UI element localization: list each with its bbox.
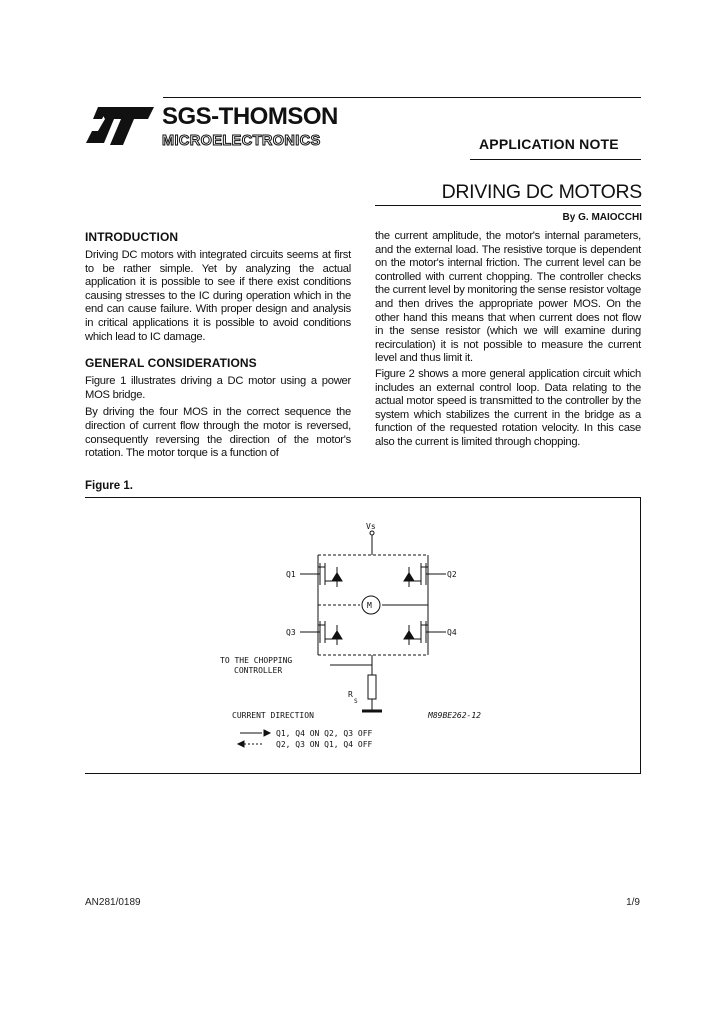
intro-text: Driving DC motors with integrated circuits seems at first to be rather simple. Yet by analyzing the actual application it is possible to see if there exist conditions causing stresses to the IC during operation which in the end can cause failure. With proper design and analysis in critical applications it is possible to avoid conditions which lead to IC damage. bbox=[85, 249, 351, 343]
right-text-2: Figure 2 shows a more general application circuit which includes an external control loop. Data relating to the actual motor speed is transmitted to the controller by the system which stabilizes the current in the bridge as a function of the requested rotation velocity. In this case also the current is limited through chopping. bbox=[375, 367, 641, 448]
company-division: MICROELECTRONICS bbox=[162, 133, 321, 149]
figure-top-rule bbox=[85, 497, 641, 498]
figure-label: Figure 1. bbox=[85, 480, 133, 492]
page-number: 1/9 bbox=[626, 897, 640, 908]
right-column bbox=[375, 230, 641, 454]
figure-code: M89BE262-12 bbox=[428, 711, 481, 720]
page-title: DRIVING DC MOTORS bbox=[441, 181, 642, 203]
current-direction-label: CURRENT DIRECTION bbox=[232, 711, 314, 720]
general-paragraphs bbox=[85, 375, 351, 461]
controller-label-line2: CONTROLLER bbox=[234, 666, 283, 675]
q2-label: Q2 bbox=[447, 570, 457, 579]
left-column bbox=[85, 230, 351, 465]
q1-label: Q1 bbox=[286, 570, 296, 579]
q4-label: Q4 bbox=[447, 628, 457, 637]
rs-subscript: S bbox=[354, 698, 358, 705]
company-name: SGS-THOMSON bbox=[162, 103, 338, 130]
vs-label: Vs bbox=[366, 522, 376, 531]
q3-label: Q3 bbox=[286, 628, 296, 637]
general-text-2: By driving the four MOS in the correct sequence the direction of current flow through the motor is reversed, consequently reversing the direction of the motor's rotation. The motor torque is a function of bbox=[85, 406, 351, 460]
general-text-1: Figure 1 illustrates driving a DC motor using a power MOS bridge. bbox=[85, 375, 351, 401]
figure-right-rule bbox=[640, 497, 641, 773]
h-bridge-circuit-diagram bbox=[200, 515, 530, 750]
author-byline: By G. MAIOCCHI bbox=[562, 212, 642, 223]
controller-label-line1: TO THE CHOPPING bbox=[220, 656, 293, 665]
document-type: APPLICATION NOTE bbox=[479, 136, 619, 152]
section-heading-general: GENERAL CONSIDERATIONS bbox=[85, 356, 257, 371]
figure-bottom-rule bbox=[85, 773, 641, 774]
intro-paragraph bbox=[85, 249, 351, 344]
motor-label: M bbox=[367, 601, 372, 610]
header-bottom-rule bbox=[470, 159, 641, 160]
title-rule bbox=[375, 205, 641, 206]
rs-label: R bbox=[348, 690, 353, 699]
section-heading-introduction: INTRODUCTION bbox=[85, 230, 179, 244]
st-logo-icon bbox=[84, 103, 156, 148]
header-top-rule bbox=[163, 97, 641, 98]
document-id: AN281/0189 bbox=[85, 897, 141, 908]
legend-row-1-state: Q1, Q4 ON Q2, Q3 OFF bbox=[276, 729, 373, 738]
right-text-1: the current amplitude, the motor's internal parameters, and the external load. The resistive torque is dependent on the motor's internal friction. The current level can be controlled with current chopping. The controller checks the current level by monitoring the sense resistor voltage and then drives the appropriate power MOS. On the other hand this means that when current does not flow in the sense resistor (which we will examine during recirculation) it is not possible to measure the current level and thus limit it. bbox=[375, 230, 641, 365]
legend-row-2-state: Q2, Q3 ON Q1, Q4 OFF bbox=[276, 740, 373, 749]
